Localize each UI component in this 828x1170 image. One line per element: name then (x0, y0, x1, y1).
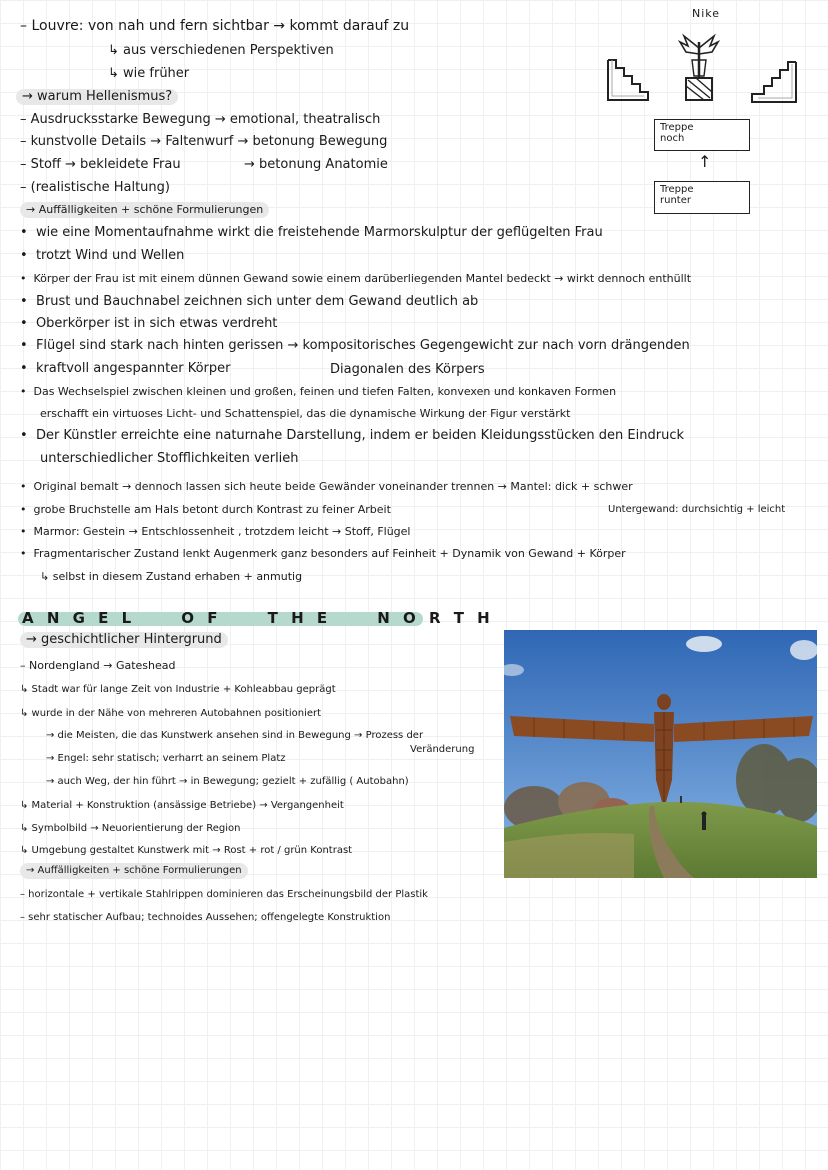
note-line: ↳ Umgebung gestaltet Kunstwerk mit → Rost + rot / grün Kontrast (20, 845, 353, 856)
note-line: ↳ Symbolbild → Neuorientierung der Region (20, 823, 241, 834)
section-heading: → warum Hellenismus? (16, 89, 178, 105)
list-item: • Flügel sind stark nach hinten gerissen → kompositorisches Gegengewicht zur nach vorn drängenden (20, 338, 690, 353)
list-item: • Der Künstler erreichte eine naturnahe Darstellung, indem er beiden Kleidungsstücken den Eindruck (20, 428, 685, 443)
section-title: A N G E L O F T H E N O R T H (22, 609, 494, 627)
note-line: ↳ Material + Konstruktion (ansässige Betriebe) → Vergangenheit (20, 800, 344, 811)
note-line: – Louvre: von nah und fern sichtbar → kommt darauf zu (20, 18, 410, 34)
note-line: – horizontale + vertikale Stahlrippen dominieren das Erscheinungsbild der Plastik (20, 889, 428, 900)
list-item-continuation: Diagonalen des Körpers (330, 362, 485, 377)
nike-label: Nike (692, 7, 721, 20)
note-line: → Engel: sehr statisch; verharrt an seinem Platz (46, 753, 286, 764)
list-item-continuation: unterschiedlicher Stofflichkeiten verlieh (40, 451, 299, 466)
list-item: • Fragmentarischer Zustand lenkt Augenmerk ganz besonders auf Feinheit + Dynamik von Gewand + Körper (20, 547, 626, 560)
note-line: ↳ wurde in der Nähe von mehreren Autobahnen positioniert (20, 708, 322, 719)
note-line: Veränderung (410, 744, 475, 755)
note-line: – Nordengland → Gateshead (20, 659, 176, 672)
list-item-continuation: ↳ selbst in diesem Zustand erhaben + anmutig (40, 570, 303, 583)
note-line: – sehr statischer Aufbau; technoides Aussehen; offengelegte Konstruktion (20, 912, 391, 923)
note-line: ↳ Stadt war für lange Zeit von Industrie + Kohleabbau geprägt (20, 684, 336, 695)
section-heading: → geschichtlicher Hintergrund (20, 632, 228, 648)
list-item: • Körper der Frau ist mit einem dünnen Gewand sowie einem darüberliegenden Mantel bedeckt → wirkt dennoch enthüllt (20, 272, 692, 285)
up-arrow-icon: ↑ (698, 152, 712, 171)
list-item: • wie eine Momentaufnahme wirkt die freistehende Marmorskulptur der geflügelten Frau (20, 225, 603, 240)
list-item-continuation: erschafft ein virtuoses Licht- und Schattenspiel, das die dynamische Wirkung der Figur verstärkt (40, 407, 571, 420)
angel-of-the-north-photo (504, 630, 817, 878)
list-item-continuation: Untergewand: durchsichtig + leicht (608, 504, 786, 515)
list-item: • trotzt Wind und Wellen (20, 248, 185, 263)
section-heading: → Auffälligkeiten + schöne Formulierungen (20, 863, 248, 879)
list-item: • grobe Bruchstelle am Hals betont durch Kontrast zu feiner Arbeit (20, 503, 391, 516)
list-item: • Original bemalt → dennoch lassen sich heute beide Gewänder voneinander trennen → Mantel: dick + schwer (20, 480, 633, 493)
section-heading: → Auffälligkeiten + schöne Formulierungen (20, 202, 269, 218)
note-line: ↳ aus verschiedenen Perspektiven (108, 43, 334, 58)
list-item: • Das Wechselspiel zwischen kleinen und großen, feinen und tiefen Falten, konvexen und konkaven Formen (20, 385, 617, 398)
stairs-bottom-box: Treppe runter (654, 181, 750, 214)
list-item: • kraftvoll angespannter Körper (20, 361, 231, 376)
list-item: • Marmor: Gestein → Entschlossenheit , trotzdem leicht → Stoff, Flügel (20, 525, 411, 538)
list-item: • Brust und Bauchnabel zeichnen sich unter dem Gewand deutlich ab (20, 294, 479, 309)
note-line: → betonung Anatomie (244, 157, 388, 172)
nike-sketch-illustration (600, 20, 810, 110)
note-line: → auch Weg, der hin führt → in Bewegung; gezielt + zufällig ( Autobahn) (46, 776, 409, 787)
stairs-top-box: Treppe noch (654, 119, 750, 151)
list-item: • Oberkörper ist in sich etwas verdreht (20, 316, 278, 331)
note-line: – Stoff → bekleidete Frau (20, 157, 181, 172)
note-line: – (realistische Haltung) (20, 180, 170, 195)
note-line: → die Meisten, die das Kunstwerk ansehen sind in Bewegung → Prozess der (46, 730, 424, 741)
note-line: ↳ wie früher (108, 66, 190, 81)
note-line: – Ausdrucksstarke Bewegung → emotional, theatralisch (20, 112, 381, 127)
note-line: – kunstvolle Details → Faltenwurf → betonung Bewegung (20, 134, 388, 149)
